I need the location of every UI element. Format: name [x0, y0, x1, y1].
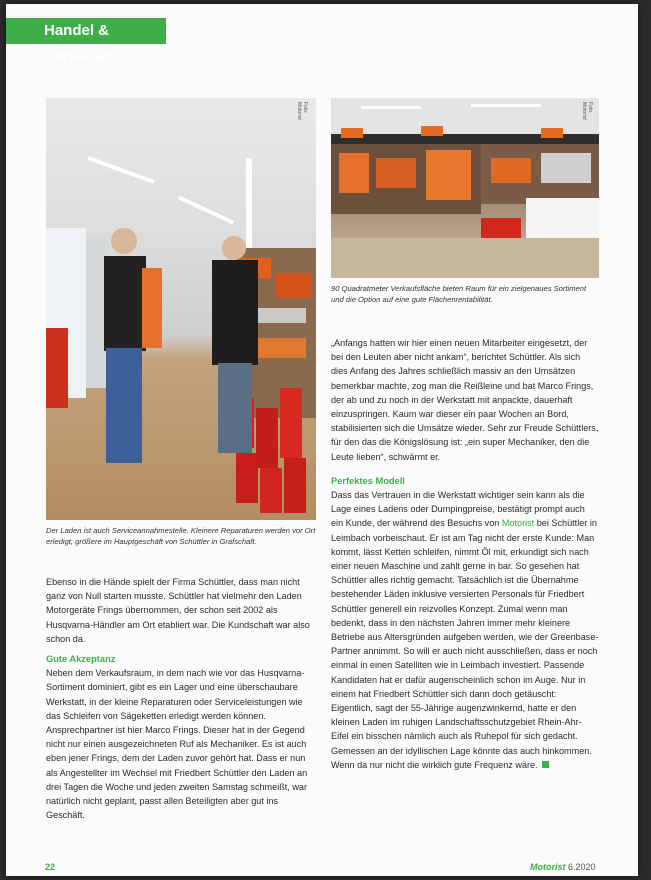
magazine-issue: Motorist 6.2020 [530, 862, 596, 872]
paragraph: Neben dem Verkaufsraum, in dem nach wie vor das Husqvarna-Sortiment dominiert, gibt es ein Lager und eine überschaubare Werkstatt, in der kleine Reparaturen oder Serviceleistungen wie das Schleifen von Sägeketten erledigt werden können. Ansprechpartner ist hier Marco Frings. Dieser hat in der Gegend nicht nur einen ausgezeichneten Ruf als Mechaniker. Es ist auch eben jener Frings, dem der Laden zuvor gehört hat. Dass er nun als Angestellter im Wechsel mit Friedbert Schüttler den Laden an drei Tagen die Woche und jeden zweiten Samstag schmeißt, war natürlich nicht geplant, passt allen Beteiligten aber gut ins Geschäft. [46, 668, 308, 821]
magazine-page [6, 4, 638, 876]
section-label: Handel & Hersteller [6, 18, 166, 44]
article-column-left [46, 575, 314, 822]
article-column-right [331, 336, 599, 772]
photo-sales-floor [331, 98, 599, 278]
brand-name: Motorist [501, 518, 535, 529]
shop-interior-illustration [46, 98, 316, 520]
article-end-mark [542, 761, 549, 768]
photo-shop-interior [46, 98, 316, 520]
paragraph: Dass das Vertrauen in die Werkstatt wichtiger sein kann als die Lage eines Ladens oder Dumpingpreise, bestätigt prompt auch ein Kunde, der während des Besuchs von Motorist bei Schüttler in Leimbach vorbeischaut. Er ist am Tag nicht der erste Kunde: Man kommt, lässt Ketten schleifen, nimmt Öl mit, erkundigt sich nach einer neuen Maschine und zahlt gerne in bar. So gesehen hat Schüttler alles richtig gemacht. Tatsächlich ist die Übernahme bestehender Läden inklusive versierten Personals für Friedbert Schüttler generell ein reizvolles Konzept. Zumal wenn man bedenkt, dass in den nächsten Jahren immer mehr kleinere Betriebe aus Altersgründen aufgeben werden, wie der Greenbase-Partner annimmt. So will er auch nicht ausschließen, dass er noch einmal in einen Satelliten wie in Leimbach investiert. Passende Kandidaten hat er dafür augenscheinlich schon im Auge. Nur in einem hat Friedbert Schüttler sich dann doch getäuscht: Eigentlich, sagt der 55-Jährige augenzwinkernd, hatte er den kleinen Laden im ruhigen Landschaftsschutzgebiet Rhein-Ahr-Eifel ein bisschen nämlich auch als Ruhepol für sich gedacht. Gemessen an der idyllischen Lage könnte das auch hinkommen. Wenn da nur nicht die wirklich gute Frequenz wäre. [331, 490, 599, 770]
subheading: Perfektes Modell [331, 475, 405, 486]
subheading: Gute Akzeptanz [46, 654, 116, 665]
photo-credit: Foto: Motorist [581, 102, 593, 120]
caption-shop-interior: Der Laden ist auch Serviceannahmestelle. Kleinere Reparaturen werden vor Ort erledigt, größere im Hauptgeschäft von Schüttler in Grafschaft. [46, 526, 316, 546]
paragraph: Ebenso in die Hände spielt der Firma Schüttler, dass man nicht ganz von Null starten musste. Schüttler hat vielmehr den Laden Motorgeräte Frings übernommen, der schon seit 2002 als Husqvarna-Händler am Ort etabliert war. Die Kundschaft war also schon da. [46, 577, 310, 644]
paragraph: „Anfangs hatten wir hier einen neuen Mitarbeiter eingesetzt, der bei den Leuten aber nicht ankam“, berichtet Schüttler. Als sich dies Anfang des Jahres schließlich massiv an den Umsätzen bemerkbar machte, zog man die Reißleine und bat Marco Frings, der ab und zu noch in der Werkstatt mit anpackte, dauerhaft einzuspringen. Kaum war dieser ein paar Wochen an Bord, stabilisierten sich die Umsätze wieder. Sehr zur Freude Schüttlers, für den das die Königslösung ist: „ein super Mechaniker, den die Leute lieben“, schwärmt er. [331, 338, 599, 462]
magazine-name: Motorist [530, 862, 566, 872]
photo-credit: Foto: Motorist [296, 102, 308, 120]
sales-floor-illustration [331, 98, 599, 278]
caption-sales-floor: 90 Quadratmeter Verkaufsfläche bieten Raum für ein zielgenaues Sortiment und die Option auf eine gute Flächenrentabilität. [331, 284, 587, 304]
page-number: 22 [45, 862, 56, 872]
